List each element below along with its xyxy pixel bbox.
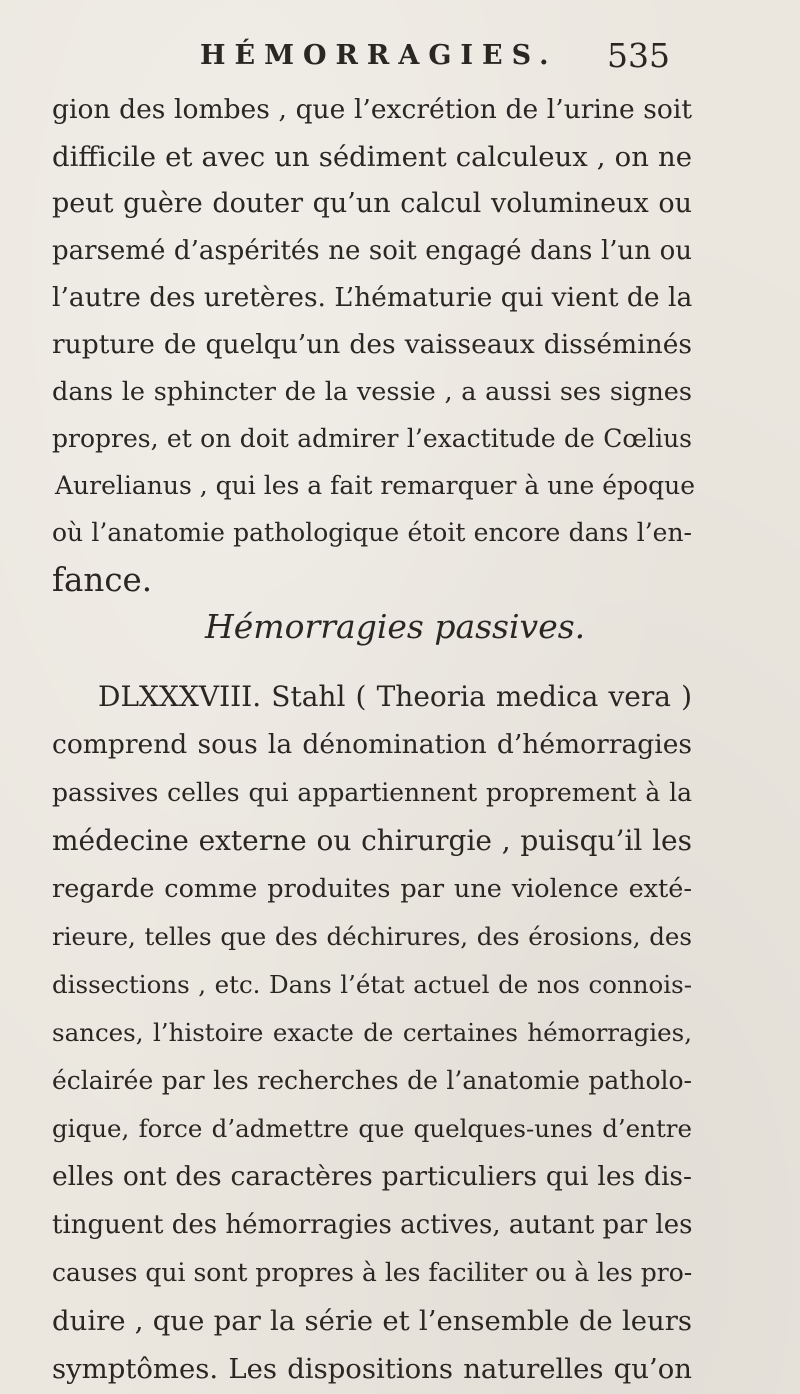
text-line: où l’anatomie pathologique étoit encore dans l’en- (52, 518, 692, 547)
text-line: rupture de quelqu’un des vaisseaux disséminés (52, 329, 692, 360)
text-line: causes qui sont propres à les faciliter ou à les pro- (52, 1258, 693, 1287)
page-header (200, 36, 670, 80)
text-line: regarde comme produites par une violence exté- (52, 874, 692, 904)
text-line: l’autre des uretères. L’hématurie qui vient de la (52, 282, 693, 313)
text-line: Aurelianus , qui les a fait remarquer à une époque (55, 471, 695, 500)
text-line: dissections , etc. Dans l’état actuel de nos connois- (52, 970, 692, 999)
text-line: rieure, telles que des déchirures, des érosions, des (52, 922, 692, 951)
text-line: tinguent des hémorragies actives, autant par les (52, 1210, 693, 1240)
text-line: passives celles qui appartiennent proprement à la (52, 778, 692, 807)
text-line: comprend sous la dénomination d’hémorragies (52, 729, 692, 760)
text-line: peut guère douter qu’un calcul volumineux ou (52, 188, 692, 219)
section-heading: Hémorragies passives. (205, 607, 586, 646)
text-line: sances, l’histoire exacte de certaines hémorragies, (52, 1018, 692, 1047)
text-line: symptômes. Les dispositions naturelles qu’on (52, 1353, 692, 1385)
text-line: gique, force d’admettre que quelques-unes d’entre (52, 1114, 692, 1143)
text-line: dans le sphincter de la vessie , a aussi ses signes (52, 377, 692, 407)
text-line: elles ont des caractères particuliers qui les dis- (52, 1161, 692, 1192)
text-line: fance. (52, 561, 153, 599)
text-line: parsemé d’aspérités ne soit engagé dans l’un ou (52, 236, 692, 266)
paragraph-first-line: DLXXXVIII. Stahl ( Theoria medica vera ) (98, 680, 692, 713)
text-line: médecine externe ou chirurgie , puisqu’il les (52, 824, 692, 857)
text-line: éclairée par les recherches de l’anatomie patholo- (52, 1066, 692, 1095)
page-number: 535 (607, 36, 670, 75)
text-line: duire , que par la série et l’ensemble de leurs (52, 1305, 692, 1337)
text-line: gion des lombes , que l’excrétion de l’urine soit (52, 94, 692, 125)
text-line: difficile et avec un sédiment calculeux , on ne (52, 141, 692, 173)
text-line: propres, et on doit admirer l’exactitude de Cœlius (52, 424, 692, 453)
running-head: HÉMORRAGIES. (200, 40, 558, 71)
